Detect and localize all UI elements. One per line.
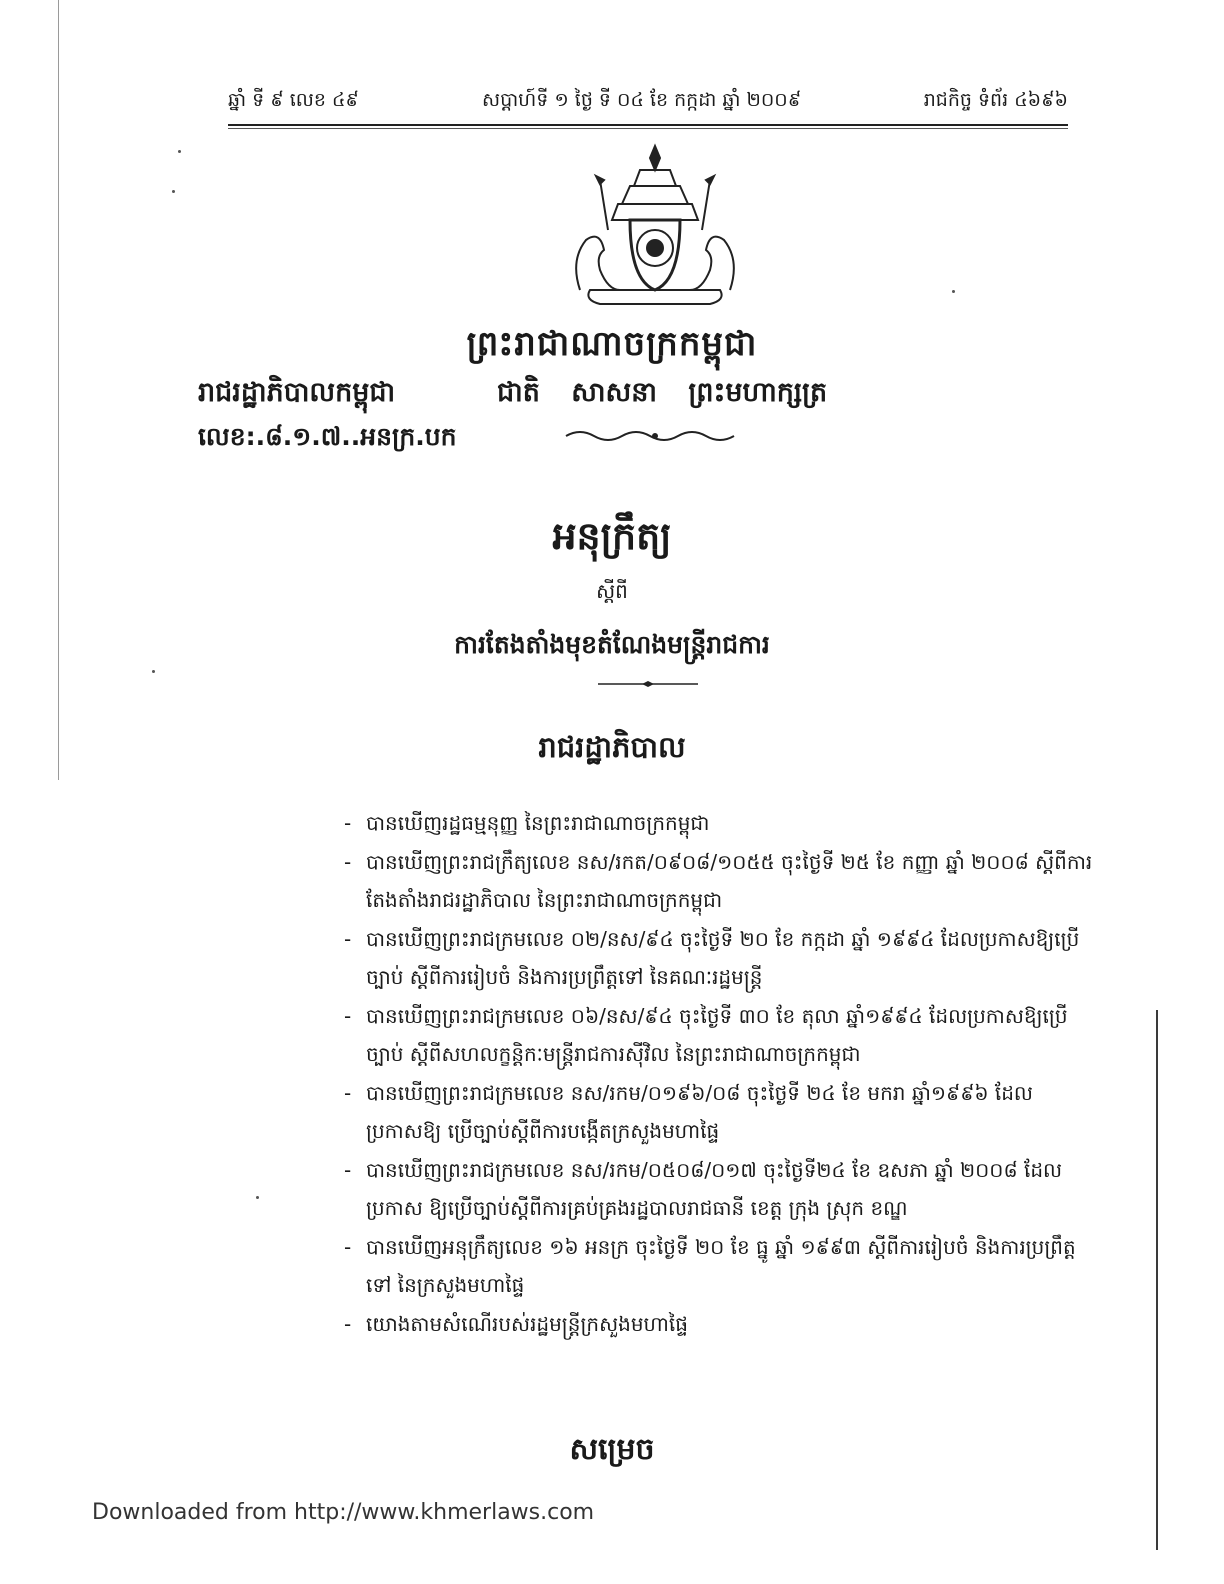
scan-speck (152, 670, 155, 673)
reference-number: លេខ:.៨.១.៧..អនក្រ.បក (198, 422, 457, 451)
regarding-label: ស្តីពី (596, 579, 628, 603)
preamble-dash: - (344, 1311, 352, 1336)
document-subject: ការតែងតាំងមុខតំណែងមន្ត្រីរាជការ (454, 630, 770, 659)
preamble-text: បានឃើញព្រះរាជក្រឹត្យលេខ នស/រកត/០៩០៨/១០៥៥ ចុះថ្ងៃទី ២៥ ខែ កញ្ញា ឆ្នាំ ២០០៨ ស្តីពីការ តែងតាំងរាជរដ្ឋាភិបាល នៃព្រះរាជាណាចក្រកម្ពុជា (366, 849, 1093, 912)
scan-speck (256, 1196, 259, 1199)
preamble-item (340, 1228, 1100, 1305)
kingdom-title: ព្រះរាជាណាចក្រកម្ពុជា (466, 324, 758, 364)
scan-speck (178, 150, 181, 153)
gazette-date: សប្តាហ៍ទី ១ ថ្ងៃ ទី ០៤ ខែ កក្កដា ឆ្នាំ ២០០៩ (482, 89, 802, 111)
preamble-dash: - (344, 811, 352, 835)
scan-speck (952, 290, 955, 293)
preamble-dash: - (344, 1234, 352, 1259)
issuer-name: រាជរដ្ឋាភិបាលកម្ពុជា (198, 377, 396, 408)
preamble-item (340, 1151, 1100, 1228)
gazette-header (228, 88, 1068, 118)
preamble-text: បានឃើញរដ្ឋធម្មនុញ្ញ នៃព្រះរាជាណាចក្រកម្ពុជា (366, 811, 710, 835)
preamble-text: បានឃើញព្រះរាជក្រមលេខ នស/រកម/០១៩៦/០៨ ចុះថ្ងៃទី ២៤ ខែ មករា ឆ្នាំ១៩៩៦ ដែលប្រកាសឱ្យ ប្រើច្បាប់ស្តីពីការបង្កើតក្រសួងមហាផ្ទៃ (366, 1080, 1033, 1143)
header-rule (228, 124, 1068, 126)
preamble-item (340, 843, 1100, 920)
preamble-item (340, 1074, 1100, 1151)
preamble-item (340, 804, 1100, 843)
preamble-dash: - (344, 1003, 352, 1028)
preamble-item (340, 920, 1100, 997)
preamble-dash: - (344, 926, 352, 951)
gazette-page: រាជកិច្ច ទំព័រ ៤៦៩៦ (923, 89, 1068, 111)
national-motto: ជាតិ សាសនា ព្រះមហាក្សត្រ (497, 377, 828, 408)
royal-emblem (560, 140, 750, 310)
preamble-item (340, 997, 1100, 1074)
preamble-text: បានឃើញព្រះរាជក្រមលេខ នស/រកម/០៥០៨/០១៧ ចុះថ្ងៃទី២៤ ខែ ឧសភា ឆ្នាំ ២០០៨ ដែលប្រកាស ឱ្យប្រើច្បាប់ស្តីពីការគ្រប់គ្រងរដ្ឋបាលរាជធានី ខេត្ត ក្រុង ស្រុក ខណ្ឌ (366, 1157, 1063, 1220)
preamble-dash: - (344, 849, 352, 874)
preamble-text: បានឃើញព្រះរាជក្រមលេខ ០២/នស/៩៤ ចុះថ្ងៃទី ២០ ខែ កក្កដា ឆ្នាំ ១៩៩៤ ដែលប្រកាសឱ្យប្រើច្បាប់ ស្តីពីការរៀបចំ និងការប្រព្រឹត្តទៅ នៃគណៈរដ្ឋមន្ត្រី (366, 926, 1080, 989)
preamble-text: បានឃើញអនុក្រឹត្យលេខ ១៦ អនក្រ ចុះថ្ងៃទី ២០ ខែ ធ្នូ ឆ្នាំ ១៩៩៣ ស្តីពីការរៀបចំ និងការប្រព្រឹត្តទៅ នៃក្រសួងមហាផ្ទៃ (366, 1234, 1076, 1297)
gazette-issue: ឆ្នាំ ទី ៩ លេខ ៤៩ (228, 89, 359, 111)
decision-heading: សម្រេច (569, 1432, 655, 1467)
preamble-text: បានឃើញព្រះរាជក្រមលេខ ០៦/នស/៩៤ ចុះថ្ងៃទី ៣០ ខែ តុលា ឆ្នាំ១៩៩៤ ដែលប្រកាសឱ្យប្រើច្បាប់ ស្តីពីសហលក្ខន្តិកៈមន្ត្រីរាជការស៊ីវិល នៃព្រះរាជាណាចក្រកម្ពុជា (366, 1003, 1068, 1066)
preamble-list (340, 804, 1100, 1343)
preamble-dash: - (344, 1157, 352, 1182)
subject-divider (598, 680, 698, 688)
preamble-text: យោងតាមសំណើរបស់រដ្ឋមន្ត្រីក្រសួងមហាផ្ទៃ (366, 1311, 688, 1336)
preamble-item (340, 1305, 1100, 1344)
issuing-authority: រាជរដ្ឋាភិបាល (538, 730, 686, 764)
scan-speck (172, 190, 175, 193)
motto-flourish (560, 426, 750, 446)
download-source-footer: Downloaded from http://www.khmerlaws.com (92, 1500, 595, 1525)
preamble-dash: - (344, 1080, 352, 1105)
header-rule-thin (228, 128, 1068, 129)
document-type: អនុក្រឹត្យ (552, 514, 672, 558)
